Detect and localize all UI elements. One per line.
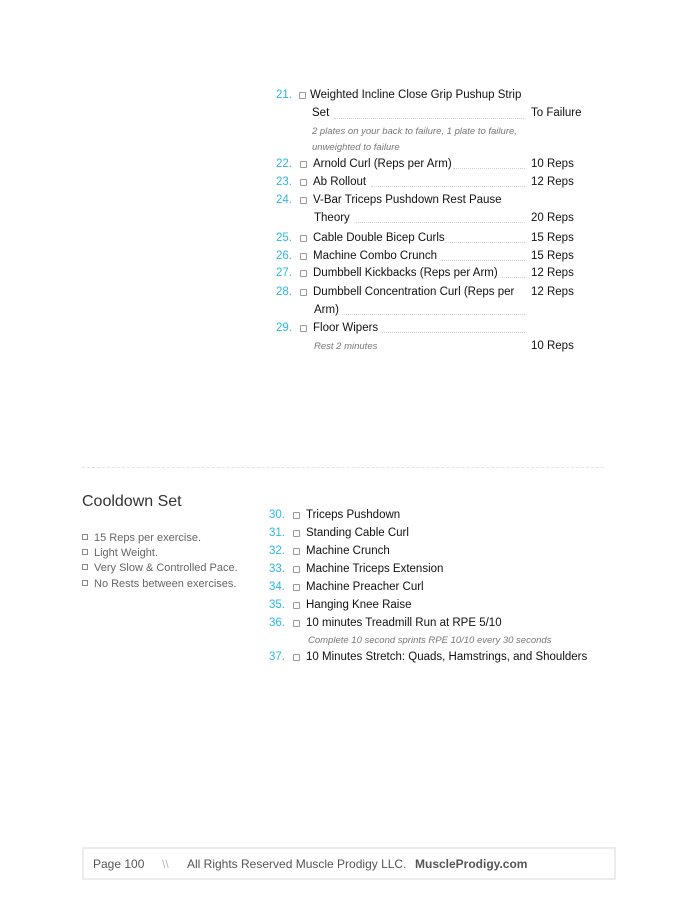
checkbox-icon[interactable]: [293, 566, 300, 573]
exercise-name: Machine Combo Crunch: [313, 250, 438, 262]
leader-dots: [382, 332, 525, 333]
item-number: 21.: [276, 89, 292, 101]
exercise-reps: 15 Reps: [531, 250, 574, 262]
item-number: 33.: [269, 563, 285, 575]
checkbox-icon[interactable]: [300, 161, 307, 168]
cooldown-exercise: Triceps Pushdown: [306, 509, 401, 521]
checkbox-icon[interactable]: [299, 92, 306, 99]
exercise-reps: To Failure: [531, 107, 582, 119]
exercise-note: 2 plates on your back to failure, 1 plate to failure,: [312, 126, 517, 137]
exercise-reps: 12 Reps: [531, 176, 574, 188]
bullet-text: 15 Reps per exercise.: [94, 532, 201, 544]
cooldown-bullet: [82, 547, 158, 559]
leader-dots: [441, 260, 525, 261]
cooldown-note: Complete 10 second sprints RPE 10/10 every 30 seconds: [308, 635, 552, 646]
item-number: 34.: [269, 581, 285, 593]
bullet-text: Light Weight.: [94, 547, 159, 559]
cooldown-exercise: Hanging Knee Raise: [306, 599, 412, 611]
bullet-icon: [82, 534, 88, 540]
item-number: 26.: [276, 250, 292, 262]
checkbox-icon[interactable]: [293, 548, 300, 555]
exercise-note-cont: unweighted to failure: [312, 142, 400, 153]
item-number: 23.: [276, 176, 292, 188]
item-number: 27.: [276, 267, 292, 279]
checkbox-icon[interactable]: [300, 179, 307, 186]
item-number: 24.: [276, 194, 292, 206]
exercise-reps: 10 Reps: [531, 158, 574, 170]
item-number: 35.: [269, 599, 285, 611]
item-number: 29.: [276, 322, 292, 334]
exercise-reps: 15 Reps: [531, 232, 574, 244]
leader-dots: [453, 168, 525, 169]
exercise-note: Rest 2 minutes: [314, 341, 378, 352]
footer-site-link[interactable]: MuscleProdigy.com: [415, 857, 528, 871]
exercise-name-cont: Arm): [314, 304, 339, 316]
exercise-name: Ab Rollout: [313, 176, 367, 188]
bullet-text: No Rests between exercises.: [94, 578, 237, 590]
checkbox-icon[interactable]: [293, 620, 300, 627]
item-number: 25.: [276, 232, 292, 244]
exercise-reps: 20 Reps: [531, 212, 574, 224]
exercise-name-cont: Theory: [314, 212, 350, 224]
cooldown-bullet: [82, 562, 238, 574]
checkbox-icon[interactable]: [300, 270, 307, 277]
checkbox-icon[interactable]: [300, 197, 307, 204]
bullet-icon: [82, 580, 88, 586]
exercise-name: Floor Wipers: [313, 322, 379, 334]
exercise-reps: 10 Reps: [531, 340, 574, 352]
exercise-reps: 12 Reps: [531, 286, 574, 298]
footer-rights: All Rights Reserved Muscle Prodigy LLC.: [187, 857, 407, 871]
exercise-name: Cable Double Bicep Curls: [313, 232, 445, 244]
checkbox-icon[interactable]: [300, 253, 307, 260]
exercise-reps: 12 Reps: [531, 267, 574, 279]
cooldown-exercise: Machine Preacher Curl: [306, 581, 424, 593]
cooldown-exercise: 10 minutes Treadmill Run at RPE 5/10: [306, 617, 502, 629]
checkbox-icon[interactable]: [293, 584, 300, 591]
page-footer: [82, 847, 616, 880]
item-number: 31.: [269, 527, 285, 539]
cooldown-bullet: [82, 532, 201, 544]
exercise-name: Dumbbell Concentration Curl (Reps per: [313, 286, 515, 298]
leader-dots: [356, 222, 525, 223]
item-number: 37.: [269, 651, 285, 663]
leader-dots: [371, 186, 525, 187]
cooldown-exercise: 10 Minutes Stretch: Quads, Hamstrings, and Shoulders: [306, 651, 588, 663]
checkbox-icon[interactable]: [293, 512, 300, 519]
bullet-icon: [82, 564, 88, 570]
item-number: 36.: [269, 617, 285, 629]
bullet-text: Very Slow & Controlled Pace.: [94, 562, 238, 574]
cooldown-exercise: Standing Cable Curl: [306, 527, 409, 539]
checkbox-icon[interactable]: [300, 325, 307, 332]
checkbox-icon[interactable]: [293, 602, 300, 609]
exercise-name: Weighted Incline Close Grip Pushup Strip: [310, 89, 522, 101]
checkbox-icon[interactable]: [300, 235, 307, 242]
exercise-name: V-Bar Triceps Pushdown Rest Pause: [313, 194, 502, 206]
exercise-name: Dumbbell Kickbacks (Reps per Arm): [313, 267, 498, 279]
bullet-icon: [82, 549, 88, 555]
checkbox-icon[interactable]: [300, 289, 307, 296]
item-number: 22.: [276, 158, 292, 170]
checkbox-icon[interactable]: [293, 654, 300, 661]
section-divider: [82, 467, 604, 468]
item-number: 30.: [269, 509, 285, 521]
cooldown-exercise: Machine Triceps Extension: [306, 563, 444, 575]
leader-dots: [334, 118, 524, 119]
item-number: 32.: [269, 545, 285, 557]
footer-separator: \\: [162, 857, 169, 871]
page-number: Page 100: [93, 857, 145, 871]
leader-dots: [342, 314, 525, 315]
exercise-name: Arnold Curl (Reps per Arm): [313, 158, 452, 170]
item-number: 28.: [276, 286, 292, 298]
exercise-name-cont: Set: [312, 107, 330, 119]
leader-dots: [445, 242, 525, 243]
leader-dots: [500, 277, 525, 278]
section-title: Cooldown Set: [82, 493, 182, 510]
checkbox-icon[interactable]: [293, 530, 300, 537]
cooldown-bullet: [82, 578, 236, 590]
cooldown-exercise: Machine Crunch: [306, 545, 390, 557]
